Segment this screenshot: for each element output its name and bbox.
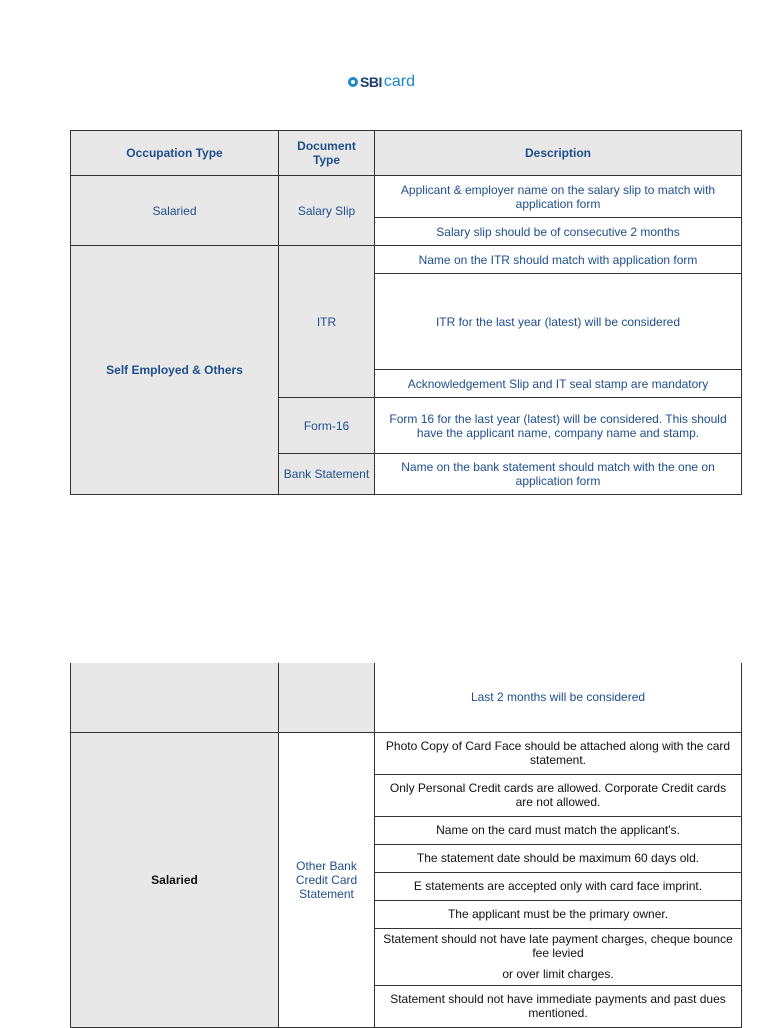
description-cell: Acknowledgement Slip and IT seal stamp are mandatory xyxy=(375,370,742,398)
logo-sbi-text: SBI xyxy=(360,74,382,90)
description-cell: Photo Copy of Card Face should be attached along with the card statement. xyxy=(375,732,742,774)
description-cell: Name on the bank statement should match with the one on application form xyxy=(375,454,742,495)
description-cell: Applicant & employer name on the salary slip to match with application form xyxy=(375,176,742,218)
occupation-empty-cell xyxy=(71,663,279,732)
description-cell: Salary slip should be of consecutive 2 months xyxy=(375,218,742,246)
description-cell: Only Personal Credit cards are allowed. Corporate Credit cards are not allowed. xyxy=(375,774,742,816)
document-itr: ITR xyxy=(279,246,375,398)
document-salary-slip: Salary Slip xyxy=(279,176,375,246)
description-cell xyxy=(375,928,742,985)
logo-card-text: card xyxy=(383,73,415,90)
description-cell: ITR for the last year (latest) will be considered xyxy=(375,274,742,370)
sbi-logo-icon xyxy=(348,77,358,87)
occupation-self-employed: Self Employed & Others xyxy=(71,246,279,495)
header-description: Description xyxy=(375,131,742,176)
sbi-card-logo xyxy=(348,72,415,92)
description-cell: Name on the ITR should match with application form xyxy=(375,246,742,274)
description-cell: Statement should not have immediate payments and past dues mentioned. xyxy=(375,985,742,1027)
occupation-salaried: Salaried xyxy=(71,176,279,246)
document-empty-cell xyxy=(279,663,375,732)
document-requirements-table xyxy=(70,130,742,495)
description-line: Statement should not have late payment charges, cheque bounce fee levied xyxy=(383,932,733,960)
description-cell: The applicant must be the primary owner. xyxy=(375,900,742,928)
document-other-bank-credit-card-statement: Other Bank Credit Card Statement xyxy=(279,732,375,1027)
description-cell: Form 16 for the last year (latest) will be considered. This should have the applicant name, company name and stamp. xyxy=(375,398,742,454)
description-cell: The statement date should be maximum 60 days old. xyxy=(375,844,742,872)
credit-card-statement-table xyxy=(70,663,742,1028)
occupation-salaried: Salaried xyxy=(71,732,279,1027)
description-line: or over limit charges. xyxy=(502,967,614,981)
header-document-type: Document Type xyxy=(279,131,375,176)
description-cell: Last 2 months will be considered xyxy=(375,663,742,732)
document-form-16: Form-16 xyxy=(279,398,375,454)
description-cell: E statements are accepted only with card face imprint. xyxy=(375,872,742,900)
header-occupation-type: Occupation Type xyxy=(71,131,279,176)
document-bank-statement: Bank Statement xyxy=(279,454,375,495)
description-cell: Name on the card must match the applicant's. xyxy=(375,816,742,844)
